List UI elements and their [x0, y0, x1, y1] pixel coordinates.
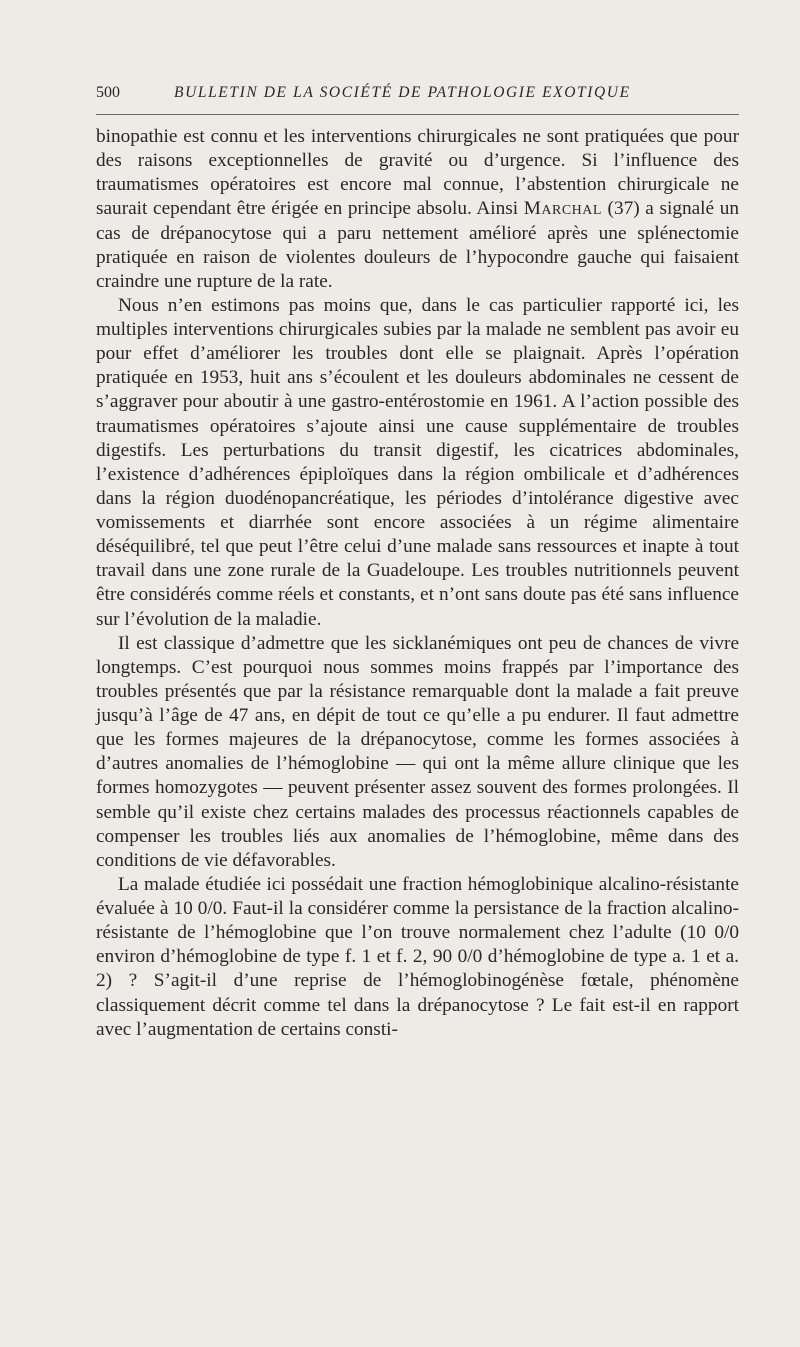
journal-title: BULLETIN DE LA SOCIÉTÉ DE PATHOLOGIE EXOTIQUE — [174, 84, 631, 101]
paragraph-2: Nous n’en estimons pas moins que, dans le cas particulier rapporté ici, les multiples interventions chirurgicales subies par la malade ne semblent pas avoir eu pour effet d’améliorer les troubles dont elle se plaignait. Après l’opération pratiquée en 1953, huit ans s’écoulent et les douleurs abdominales ne cessent de s’aggraver pour aboutir à une gastro-entérostomie en 1961. A l’action possible des traumatismes opératoires s’ajoute ainsi une cause supplémentaire de troubles digestifs. Les perturbations du transit digestif, les cicatrices abdominales, l’existence d’adhérences épiploïques dans la région ombilicale et d’adhérences dans la région duodénopancréatique, les périodes d’intolérance digestive avec vomissements et diarrhée sont encore associées à un régime alimentaire déséquilibré, tel que peut l’être celui d’une malade sans ressources et inapte à tout travail dans une zone rurale de la Guadeloupe. Les troubles nutritionnels peuvent être considérés comme réels et constants, et n’ont sans doute pas été sans influence sur l’évolution de la maladie. — [96, 294, 739, 630]
paragraph-1-text-before: binopathie est connu et les interventions chirurgicales ne sont pratiquées que pour des raisons exceptionnelles de gravité ou d’urgence. Si l’influence des traumatismes opératoires est encore mal connue, l’abstention chirurgicale ne saurait cependant être érigée en principe absolu. Ainsi — [96, 126, 739, 220]
header-rule — [96, 114, 739, 115]
page-number: 500 — [96, 84, 120, 101]
paragraph-3: Il est classique d’admettre que les sicklanémiques ont peu de chances de vivre longtemps. C’est pourquoi nous sommes moins frappés par l’importance des troubles présentés que par la résistance remarquable dont la malade a fait preuve jusqu’à l’âge de 47 ans, en dépit de tout ce qu’elle a pu endurer. Il faut admettre que les formes majeures de la drépanocytose, comme les formes associées à d’autres anomalies de l’hémoglobine — qui ont la même allure clinique que les formes homozygotes — peuvent présenter assez souvent des formes prolongées. Il semble qu’il existe chez certains malades des processus réactionnels capables de compenser les troubles liés aux anomalies de l’hémoglobine, même dans des conditions de vie défavorables. — [96, 632, 739, 871]
running-header — [96, 84, 740, 110]
author-name: Marchal — [523, 198, 602, 220]
paragraph-1-text-after: (37) a signalé un cas de drépanocytose qui a paru nettement amélioré après une splénectomie pratiquée en raison de violentes douleurs de l’hypocondre gauche qui faisaient craindre une rupture de la rate. — [96, 198, 739, 292]
paragraph-1 — [96, 125, 739, 294]
article-body — [96, 125, 739, 1042]
paragraph-4: La malade étudiée ici possédait une fraction hémoglobinique alcalino-résistante évaluée à 10 0/0. Faut-il la considérer comme la persistance de la fraction alcalino-résistante de l’hémoglobine que l’on trouve normalement chez l’adulte (10 0/0 environ d’hémoglobine de type f. 1 et f. 2, 90 0/0 d’hémoglobine de type a. 1 et a. 2) ? S’agit-il d’une reprise de l’hémoglobinogénèse fœtale, phénomène classiquement décrit comme tel dans la drépanocytose ? Le fait est-il en rapport avec l’augmentation de certains consti- — [96, 873, 739, 1040]
